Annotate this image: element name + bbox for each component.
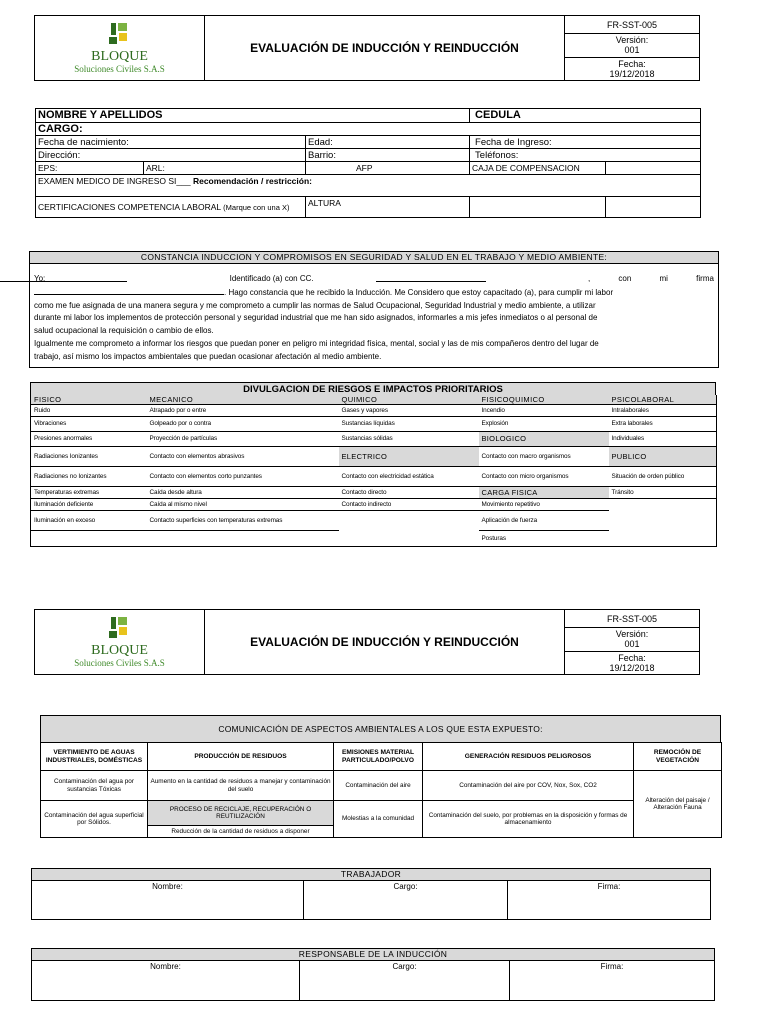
risk-cell: Contacto con elementos corto punzantes [147,466,339,486]
risk-cell: Intralaborales [609,404,717,416]
constancia-line-1 [34,286,714,300]
risk-cell: Contacto directo [339,486,479,498]
responsable-fields [32,961,714,1000]
risk-cell: Contacto con macro organismos [479,446,609,466]
document-title: EVALUACIÓN DE INDUCCIÓN Y REINDUCCIÓN [205,16,565,81]
document-version [565,34,700,57]
date-value: 19/12/2018 [609,662,655,673]
risk-cell: Iluminación deficiente [31,498,147,510]
col-fisico: FISICO [31,395,147,404]
risk-cell [339,510,479,530]
risk-cell: Extra laborales [609,416,717,431]
col-emisiones: EMISIONES MATERIAL PARTICULADO/POLVO [334,743,423,771]
aspect-cell: Molestias a la comunidad [334,801,423,838]
aspect-cell: Reducción de la cantidad de residuos a disponer [148,826,334,838]
aspect-category-cell: PROCESO DE RECICLAJE, RECUPERACIÓN O REUTILIZACIÓN [148,801,334,826]
risk-cell [609,510,717,530]
risk-cell [609,530,717,546]
col-vegetacion: REMOCIÓN DE VEGETACIÓN [634,743,722,771]
firma-line[interactable] [34,286,224,295]
aspect-cell: Contaminación del aire por COV, Nox, Sox, CO2 [423,771,634,801]
risk-cell: Tránsito [609,486,717,498]
phones-field[interactable]: Teléfonos: [470,149,701,162]
name-field[interactable]: NOMBRE Y APELLIDOS [36,109,470,123]
constancia-title: CONSTANCIA INDUCCION Y COMPROMISOS EN SEGURIDAD Y SALUD EN EL TRABAJO Y MEDIO AMBIENTE: [30,252,718,264]
risk-cell: Sustancias sólidas [339,431,479,446]
riesgos-title: DIVULGACION DE RIESGOS E IMPACTOS PRIORITARIOS [30,382,716,395]
address-field[interactable]: Dirección: [36,149,306,162]
risk-cell: Movimiento repetitivo [479,498,609,510]
constancia-section [29,251,719,368]
exam-field[interactable] [36,175,701,197]
altura-field[interactable]: ALTURA [306,197,470,218]
risk-cell: Radiaciones Ionizantes [31,446,147,466]
version-value: 001 [624,45,640,56]
document-date [565,57,700,80]
trabajador-firma-field[interactable]: Firma: [507,881,710,920]
constancia-line-3: durante mi labor los implementos de protección personal y seguridad industrial que me han sido asignados, informarles a mis jefes inmediatos o al personal de [34,313,598,323]
version-label: Versión: [615,629,649,640]
identificado-label: Identificado (a) con CC. [229,274,314,283]
risk-cell [147,530,339,546]
aspect-cell: Contaminación del suelo, por problemas en la disposición y formas de almacenamiento [423,801,634,838]
risk-cell: Proyección de partículas [147,431,339,446]
cc-line[interactable] [376,273,486,282]
personal-info-table [35,108,701,218]
constancia-body [30,264,718,364]
entry-date-field[interactable]: Fecha de Ingreso: [470,136,701,149]
aspect-cell: Alteración del paisaje / Alteración Fauna [634,771,722,838]
col-peligrosos: GENERACIÓN RESIDUOS PELIGROSOS [423,743,634,771]
date-value: 19/12/2018 [609,68,655,79]
version-value: 001 [624,639,640,650]
responsable-title: RESPONSABLE DE LA INDUCCIÓN [32,949,714,961]
risk-cell: Incendio [479,404,609,416]
aspect-cell: Aumento en la cantidad de residuos a manejar y contaminación del suelo [148,771,334,801]
age-field[interactable]: Edad: [306,136,470,149]
company-logo [35,16,205,81]
cert-box-1[interactable] [470,197,606,218]
caja-value[interactable] [606,162,701,175]
trabajador-section [31,868,711,920]
risk-cell: Sustancias líquidas [339,416,479,431]
aspect-cell: Contaminación del agua por sustancias Tóxicas [41,771,148,801]
caja-field[interactable]: CAJA DE COMPENSACION [470,162,606,175]
risk-cell: Contacto con electricidad estática [339,466,479,486]
cedula-field[interactable]: CEDULA [470,109,701,123]
con-mi-firma-label: , con mi firma [587,274,714,283]
yo-label: Yo: [34,274,46,283]
ambientales-table [40,742,722,838]
risk-cell: Situación de orden público [609,466,717,486]
document-version [565,628,700,651]
risk-cell [609,498,717,510]
afp-field[interactable]: AFP [306,162,470,175]
constancia-first-line [34,273,714,286]
version-label: Versión: [615,35,649,46]
risk-cell [31,530,147,546]
risk-cell: Explosión [479,416,609,431]
exam-recommendation-label: Recomendación / restricción: [192,176,312,186]
col-mecanico: MECANICO [147,395,339,404]
logo-name: BLOQUE [91,49,148,64]
document-header [34,15,700,81]
cert-label: CERTIFICACIONES COMPETENCIA LABORAL [38,201,221,212]
exam-label: EXAMEN MEDICO DE INGRESO SI___ [38,176,191,186]
risk-cell: Contacto superficies con temperaturas extremas [147,510,339,530]
company-logo [35,610,205,675]
risk-cell: Caída desde altura [147,486,339,498]
trabajador-cargo-field[interactable]: Cargo: [303,881,507,920]
eps-field[interactable]: EPS: [36,162,144,175]
risk-cell: Ruido [31,404,147,416]
aspect-cell: Contaminación del aire [334,771,423,801]
constancia-line-6: trabajo, así mismo los impactos ambientales que puedan ocasionar afectación al medio ambiente. [34,351,382,361]
risk-category-cell: BIOLOGICO [479,431,609,446]
document-date [565,651,700,674]
arl-field[interactable]: ARL: [144,162,306,175]
constancia-line-2: como me fue asignada de una manera segura y me comprometo a cumplir las normas de Salud Ocupacional, Seguridad Industrial y medio ambiente, a utilizar [34,300,596,310]
risk-cell: Caída al mismo nivel [147,498,339,510]
constancia-line-1-text: . Hago constancia que he recibido la Inducción. Me Considero que estoy capacitado (a), para cumplir mi labor [224,287,614,297]
logo-subtitle: Soluciones Civiles S.A.S [74,64,165,74]
risk-cell: Presiones anormales [31,431,147,446]
risk-cell: Radiaciones no Ionizantes [31,466,147,486]
constancia-line-4: salud ocupacional la requisición o cambio de ellos. [34,326,214,336]
responsable-section [31,948,715,1001]
logo-blocks-icon [105,22,135,50]
risk-cell: Individuales [609,431,717,446]
risk-cell: Golpeado por o contra [147,416,339,431]
responsable-cargo-field[interactable]: Cargo: [299,961,509,1000]
cert-note: (Marque con una X) [223,202,290,212]
cargo-field[interactable]: CARGO: [36,123,701,136]
logo-subtitle: Soluciones Civiles S.A.S [74,658,165,668]
constancia-line-5: Igualmente me comprometo a informar los riesgos que puedan poner en peligro mi integridad física, mental, social y las de mis compañeros dentro del lugar de [34,338,599,348]
risk-cell: Temperaturas extremas [31,486,147,498]
risk-cell: Atrapado por o entre [147,404,339,416]
riesgos-table [30,395,717,547]
logo-blocks-icon [105,616,135,644]
risk-cell: Contacto con elementos abrasivos [147,446,339,466]
barrio-field[interactable]: Barrio: [306,149,470,162]
col-vertimiento: VERTIMIENTO DE AGUAS INDUSTRIALES, DOMÉSTICAS [41,743,148,771]
risk-category-cell: ELECTRICO [339,446,479,466]
risk-category-cell: CARGA FISICA [479,486,609,498]
trabajador-fields [32,881,710,920]
risk-cell: Iluminación en exceso [31,510,147,530]
risk-category-cell: PUBLICO [609,446,717,466]
risk-cell: Aplicación de fuerza [479,510,609,530]
col-psicolaboral: PSICOLABORAL [609,395,717,404]
aspect-cell: Contaminación del agua superficial por Sólidos. [41,801,148,838]
trabajador-title: TRABAJADOR [32,869,710,881]
logo-name: BLOQUE [91,643,148,658]
date-label: Fecha: [618,58,646,69]
document-code: FR-SST-005 [565,16,700,34]
col-fisicoquimico: FISICOQUIMICO [479,395,609,404]
ambientales-title: COMUNICACIÓN DE ASPECTOS AMBIENTALES A LOS QUE ESTA EXPUESTO: [40,715,721,742]
col-residuos: PRODUCCIÓN DE RESIDUOS [148,743,334,771]
name-signature-line[interactable] [0,273,127,282]
responsable-firma-field[interactable]: Firma: [509,961,714,1000]
document-header-page-2 [34,609,700,675]
risk-cell: Vibraciones [31,416,147,431]
birth-date-field[interactable]: Fecha de nacimiento: [36,136,306,149]
col-quimico: QUIMICO [339,395,479,404]
document-code: FR-SST-005 [565,610,700,628]
risk-cell: Posturas [479,530,609,546]
trabajador-nombre-field[interactable]: Nombre: [152,882,183,891]
document-title: EVALUACIÓN DE INDUCCIÓN Y REINDUCCIÓN [205,610,565,675]
date-label: Fecha: [618,652,646,663]
responsable-nombre-field[interactable]: Nombre: [150,962,181,971]
cert-field [36,197,306,218]
risk-cell: Gases y vapores [339,404,479,416]
risk-cell: Contacto con micro organismos [479,466,609,486]
risk-cell [339,530,479,546]
risk-cell: Contacto indirecto [339,498,479,510]
cert-box-2[interactable] [606,197,701,218]
